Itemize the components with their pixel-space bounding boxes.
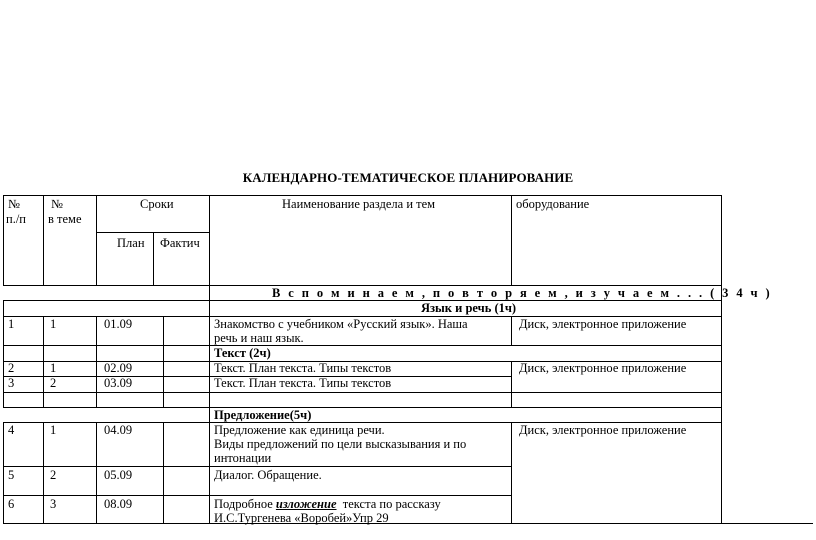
col-divider [153,232,154,285]
table-border-left [3,195,4,285]
header-num-symbol: № [51,197,63,211]
col-divider [96,195,97,285]
header-num-symbol: № [8,197,20,211]
col-divider [209,195,210,523]
table-divider [3,407,721,408]
table-border-top [3,195,721,196]
row-topic-number: 2 [50,468,57,482]
row-topic-number: 1 [50,423,57,437]
row-topic-number: 3 [50,497,57,511]
row-topic-number: 1 [50,361,57,375]
row-topic-number: 2 [50,376,57,390]
section-heading: Язык и речь (1ч) [421,301,517,315]
section-heading: Текст (2ч) [214,346,271,360]
col-divider [96,422,97,523]
row-topic-prefix: Подробное [214,497,276,511]
header-num-label: п./п [6,212,26,226]
row-number: 4 [8,423,15,437]
row-number: 6 [8,497,15,511]
col-divider [96,316,97,407]
table-border-left [3,422,4,523]
col-divider [163,422,164,523]
row-topic: Текст. План текста. Типы текстов [214,361,392,375]
row-topic: Знакомство с учебником «Русский язык». Наша [214,317,468,331]
row-equipment: Диск, электронное приложение [519,361,687,375]
row-topic-suffix: текста по рассказу [336,497,441,511]
row-topic: И.С.Тургенева «Воробей»Упр 29 [214,511,389,525]
header-plan: План [117,236,145,250]
section-heading: Предложение(5ч) [214,408,312,422]
row-plan-date: 02.09 [104,361,133,375]
col-divider [43,316,44,407]
row-equipment: Диск, электронное приложение [519,423,687,437]
header-dates: Сроки [140,197,174,211]
col-divider [511,195,512,285]
row-plan-date: 08.09 [104,497,133,511]
col-divider [43,195,44,285]
col-divider [511,316,512,345]
row-topic [214,497,441,512]
row-topic: Текст. План текста. Типы текстов [214,376,392,390]
row-plan-date: 01.09 [104,317,133,331]
row-equipment: Диск, электронное приложение [519,317,687,331]
page-bottom-rule [3,523,813,524]
row-topic: речь и наш язык. [214,331,304,345]
row-plan-date: 05.09 [104,468,133,482]
row-number: 1 [8,317,15,331]
row-topic-emphasis: изложение [275,497,337,511]
table-border-right [721,195,722,523]
row-topic: Виды предложений по цели высказывания и по [214,437,467,451]
page-title: КАЛЕНДАРНО-ТЕМАТИЧЕСКОЕ ПЛАНИРОВАНИЕ [242,170,574,185]
row-topic: интонации [214,451,272,465]
row-number: 2 [8,361,15,375]
table-border-left [3,300,4,407]
row-topic-number: 1 [50,317,57,331]
header-equipment: оборудование [516,197,590,211]
row-topic: Предложение как единица речи. [214,423,385,437]
col-divider [511,361,512,407]
header-topic: Наименование раздела и тем [282,197,436,211]
row-topic: Диалог. Обращение. [214,468,322,482]
table-divider [3,345,721,346]
section-heading: В с п о м и н а е м , п о в т о р я е м , и з у ч а е м . . . ( 3 4 ч ) [272,286,773,300]
row-plan-date: 03.09 [104,376,133,390]
col-divider [511,422,512,523]
row-number: 3 [8,376,15,390]
header-num-in-topic-label: в теме [48,212,82,226]
table-divider [3,466,511,467]
table-divider [3,392,721,393]
row-number: 5 [8,468,15,482]
row-plan-date: 04.09 [104,423,133,437]
col-divider [163,316,164,407]
header-actual: Фактич [160,236,200,250]
col-divider [43,422,44,523]
table-divider [3,495,511,496]
